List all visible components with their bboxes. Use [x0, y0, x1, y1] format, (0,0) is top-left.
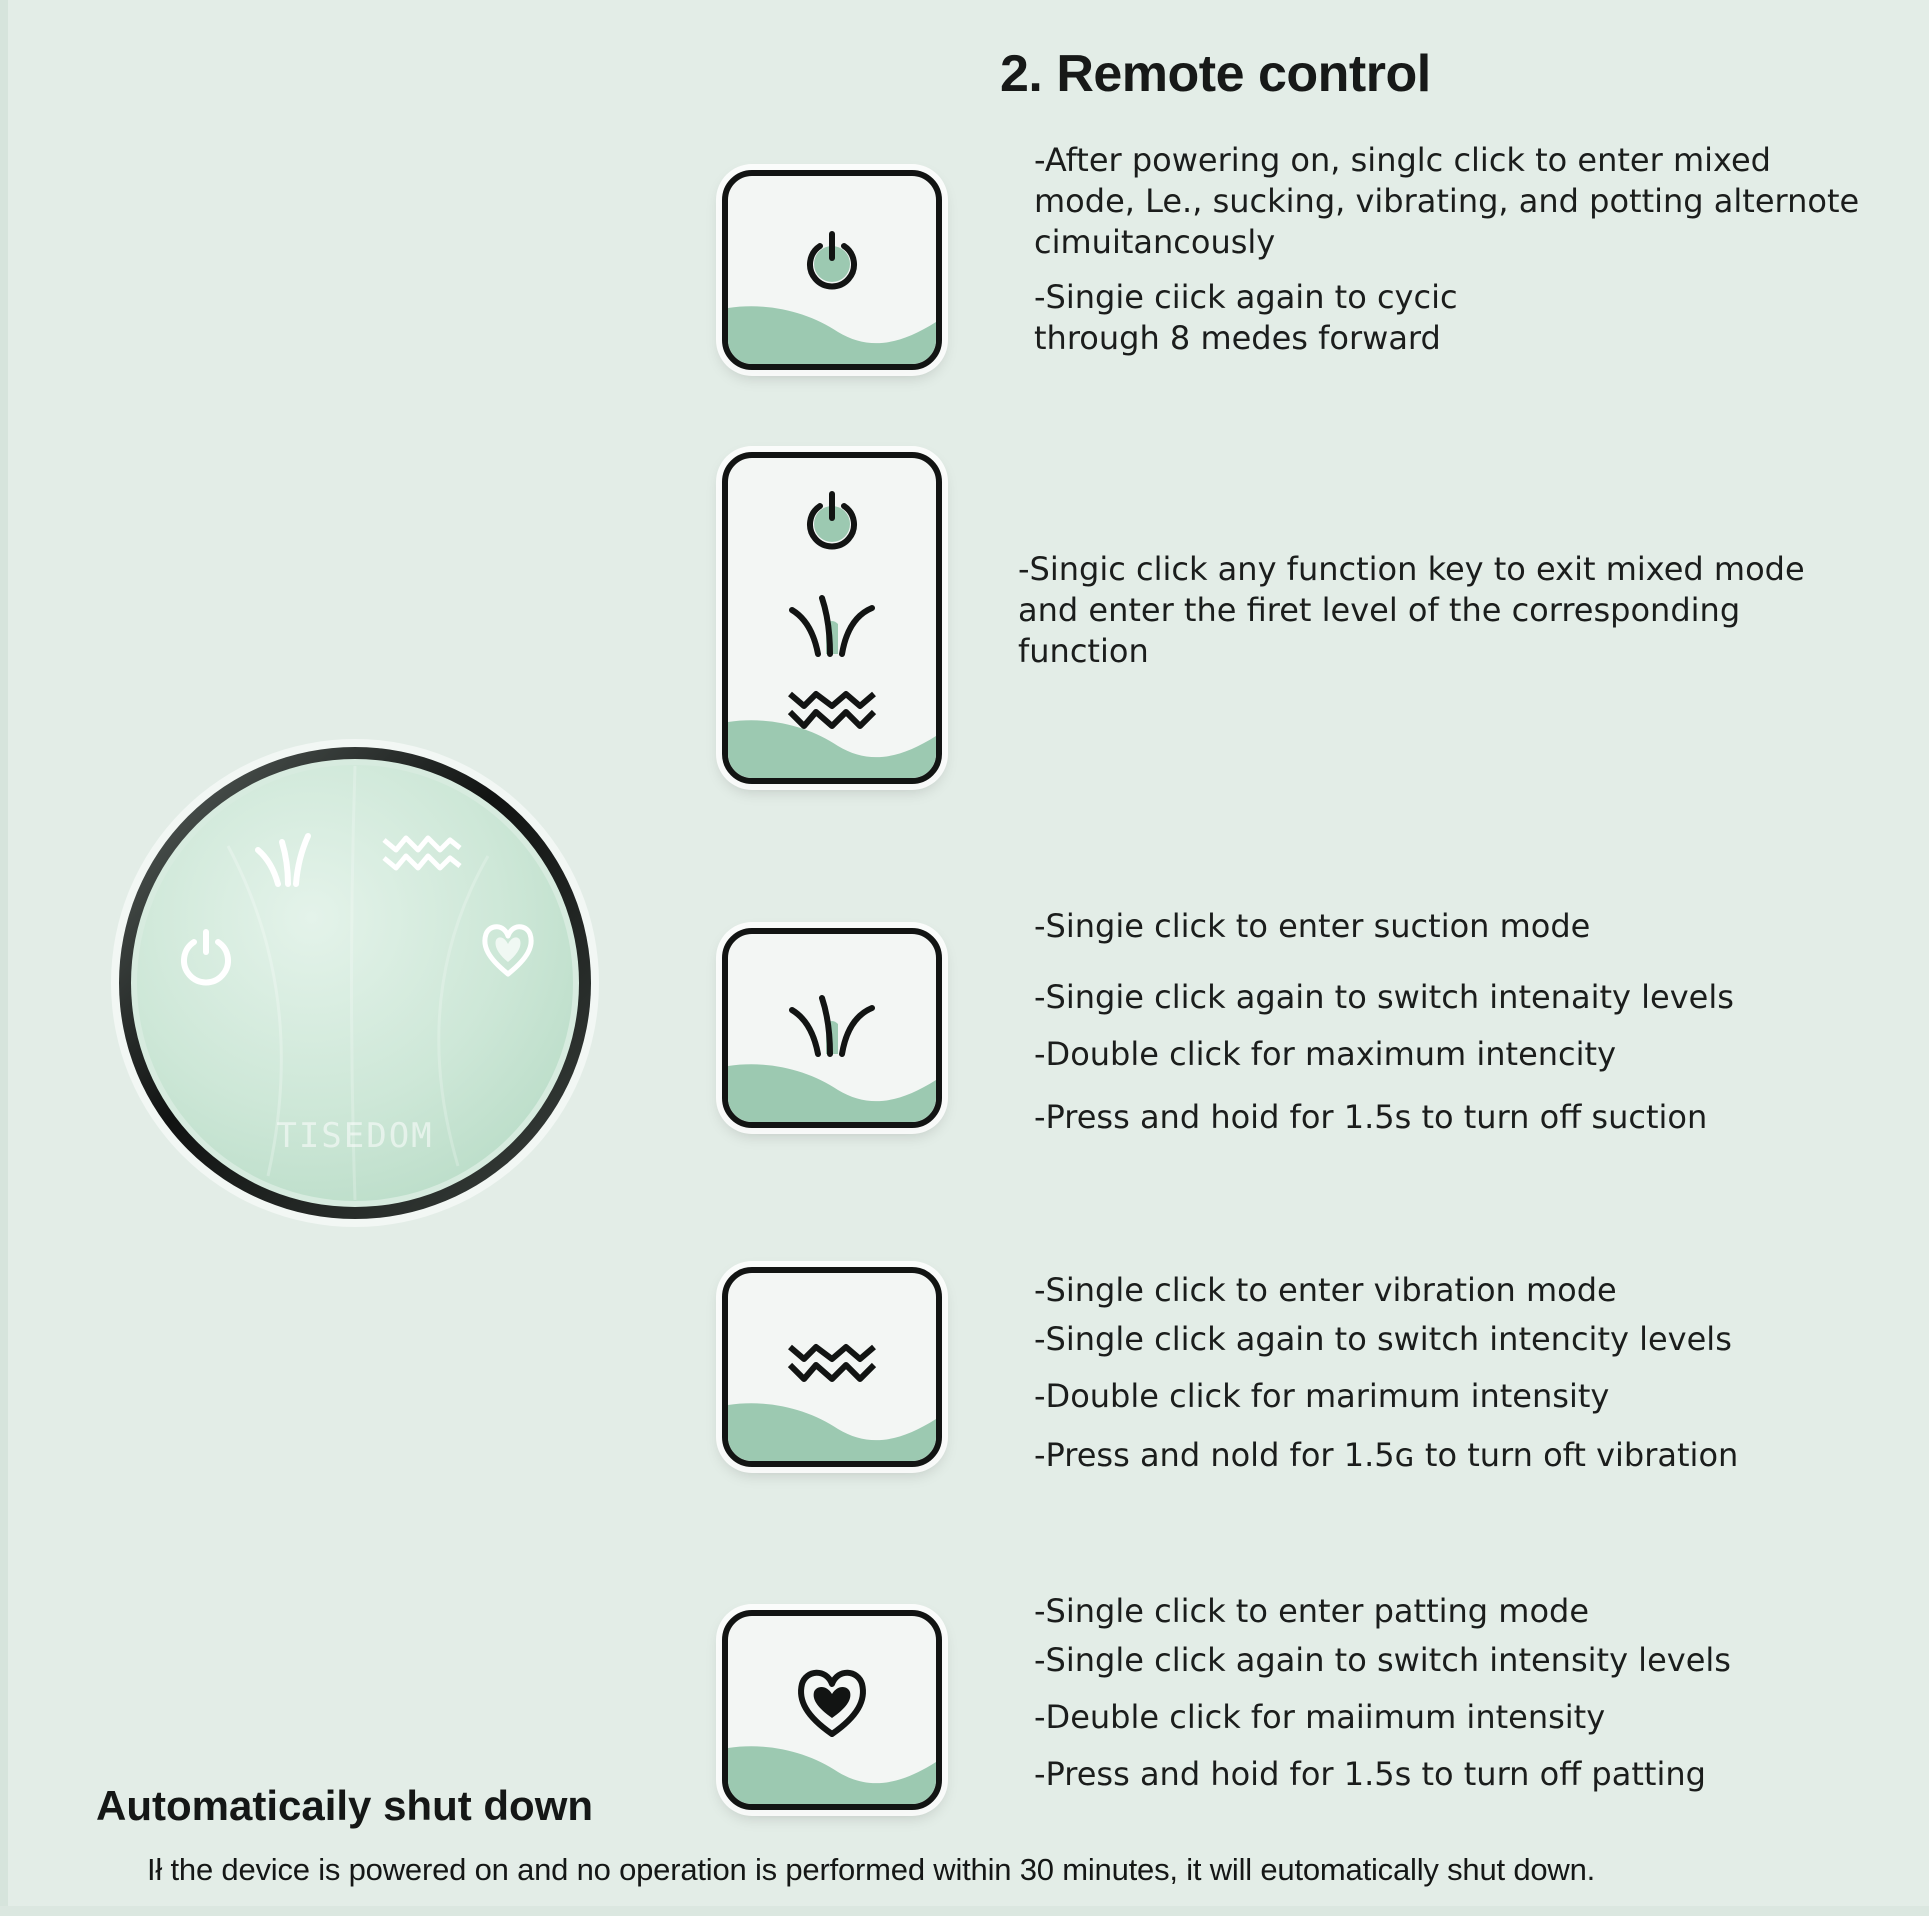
vibration-icon[interactable] — [380, 828, 464, 884]
description-line: mode, Le., sucking, vibrating, and potting alternote — [1034, 182, 1860, 220]
power-key[interactable] — [722, 170, 942, 370]
description-line: -Deuble click for maiimum intensity — [1034, 1698, 1606, 1736]
description-line: through 8 medes forward — [1034, 319, 1441, 357]
suction-key[interactable] — [722, 928, 942, 1128]
auto-shutdown-text: Ił the device is powered on and no operation is performed within 30 minutes, it will eutomatically shut down. — [147, 1852, 1596, 1887]
description-line: -Singie click to enter suction mode — [1034, 907, 1591, 945]
patting-key[interactable] — [722, 1610, 942, 1810]
patting-key-description — [1034, 1591, 1731, 1795]
power-icon — [802, 488, 862, 552]
vibration-key-description — [1034, 1270, 1738, 1476]
description-line: -Single click to enter patting mode — [1034, 1592, 1590, 1630]
description-line: -Singie ciick again to cycic — [1034, 278, 1458, 316]
description-line: -Single click to enter vibration mode — [1034, 1271, 1617, 1309]
remote-brand-text: TISEDOM — [276, 1116, 434, 1156]
power-icon[interactable] — [174, 926, 238, 990]
page-left-edge — [0, 0, 8, 1916]
description-line: -Double click for marimum intensity — [1034, 1377, 1610, 1415]
page-bottom-edge — [0, 1906, 1929, 1916]
description-line: -Double click for maximum intencity — [1034, 1035, 1617, 1073]
power-key-description — [1034, 140, 1859, 359]
patting-heart-icon[interactable] — [478, 916, 538, 980]
key-wave-decoration — [728, 302, 936, 364]
vibration-icon — [786, 1339, 878, 1389]
description-line: -Press and hoid for 1.5s to turn off suction — [1034, 1098, 1708, 1136]
key-wave-decoration — [728, 716, 936, 778]
patting-heart-icon — [794, 1660, 870, 1740]
description-line: and enter the firet level of the corresponding — [1018, 591, 1741, 629]
suction-key-description — [1034, 906, 1734, 1138]
description-line: -Single click again to switch intensity levels — [1034, 1641, 1731, 1679]
power-icon — [802, 228, 862, 292]
vibration-key[interactable] — [722, 1267, 942, 1467]
description-line: -After powering on, singlc click to enter mixed — [1034, 141, 1771, 179]
suction-icon[interactable] — [252, 828, 332, 892]
key-wave-decoration — [728, 1060, 936, 1122]
combined-function-key[interactable] — [722, 452, 942, 784]
auto-shutdown-title: Automaticaily shut down — [96, 1782, 594, 1829]
description-line: -Singic click any function key to exit mixed mode — [1018, 550, 1805, 588]
description-line: -Singie click again to switch intenaity levels — [1034, 978, 1734, 1016]
description-line: cimuitancously — [1034, 223, 1276, 261]
suction-icon — [786, 988, 878, 1060]
description-line: function — [1018, 632, 1149, 670]
description-line: -Press and hoid for 1.5s to turn off patting — [1034, 1755, 1706, 1793]
key-wave-decoration — [728, 1742, 936, 1804]
suction-icon — [786, 588, 878, 660]
page-title: 2. Remote control — [1000, 45, 1431, 103]
key-wave-decoration — [728, 1399, 936, 1461]
description-line: -Press and nold for 1.5ɢ to turn oft vibration — [1034, 1436, 1739, 1474]
remote-control-dial — [108, 736, 602, 1230]
description-line: -Single click again to switch intencity levels — [1034, 1320, 1732, 1358]
combined-key-description — [1018, 549, 1805, 672]
